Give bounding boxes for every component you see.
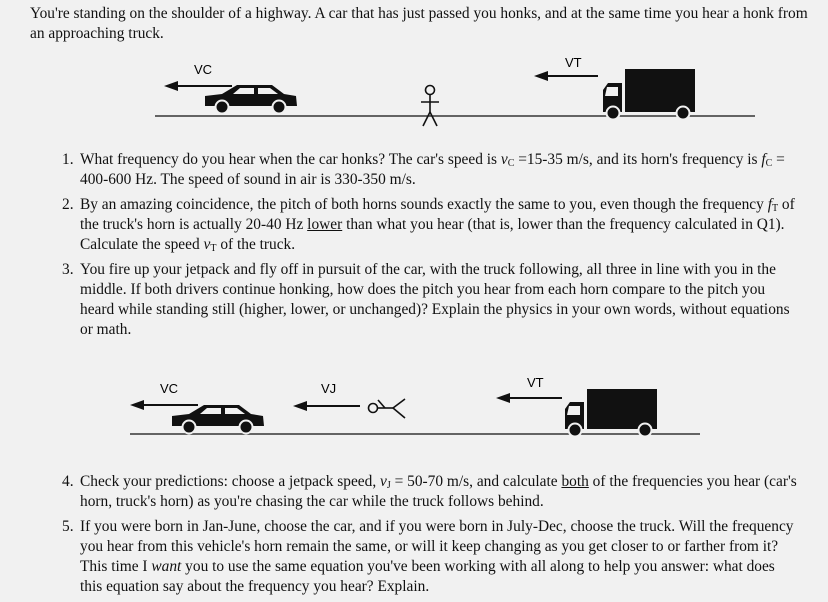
figure-standing-observer [0,50,828,135]
flying-person-icon [369,399,406,418]
questions-part-2 [54,472,798,602]
question-2: 2. By an amazing coincidence, the pitch of both horns sounds exactly the same to you, even though the frequency $f_T$ of the truck's horn is actually 20-40 Hz lower than what you hear (that is, lower than the frequency calculated in Q1). Calculate the speed $v_T$ of the truck. [62,196,795,254]
intro-paragraph: You're standing on the shoulder of a highway. A car that has just passed you honks, and at the same time you hear a honk from an approaching truck. [30,5,808,42]
questions-part-1 [54,150,798,345]
jetpack-velocity-arrow [293,401,360,411]
figure-jetpack-chase [0,368,828,443]
truck-velocity-label: VT [527,375,544,390]
question-4: 4. Check your predictions: choose a jetpack speed, $v_J = 50-70$ m/s, and calculate both of the frequencies you hear (car's horn, truck's horn) as you're chasing the car while the truck follows behind. [62,473,797,510]
car-velocity-label: VC [160,381,179,396]
question-5: 5. If you were born in Jan-June, choose the car, and if you were born in July-Dec, choose the truck. Will the frequency you hear from this vehicle's horn remain the same, or will it keep changing as you get closer to or farther from it? This time I want you to use the same equation you've been working with all along to help you answer: what does this equation say about the frequency you hear? Explain. [62,518,794,595]
truck-velocity-label: VT [565,55,582,70]
car-velocity-label: VC [194,62,213,77]
truck-velocity-arrow [534,71,598,81]
truck-icon [565,389,657,437]
car-velocity-arrow [164,81,232,91]
question-1: 1. What frequency do you hear when the car honks? The car's speed is $v_C =15-35$ m/s, and its horn's frequency is $f_C = 400-600$ Hz. The speed of sound in air is 330-350 m/s. [62,151,785,188]
question-3: 3. You fire up your jetpack and fly off in pursuit of the car, with the truck following, all three in line with you in the middle. If both drivers continue honking, how does the pitch you hear from each horn compare to the pitch you heard while standing still (higher, lower, or unchanged)? Explain the physics in your own words, without equations or math. [62,261,790,338]
car-velocity-arrow [130,400,198,410]
car-icon [172,405,264,434]
truck-icon [603,69,695,120]
truck-velocity-arrow [496,393,562,403]
car-icon [205,85,297,114]
person-icon [421,86,439,127]
jetpack-velocity-label: VJ [321,381,337,396]
